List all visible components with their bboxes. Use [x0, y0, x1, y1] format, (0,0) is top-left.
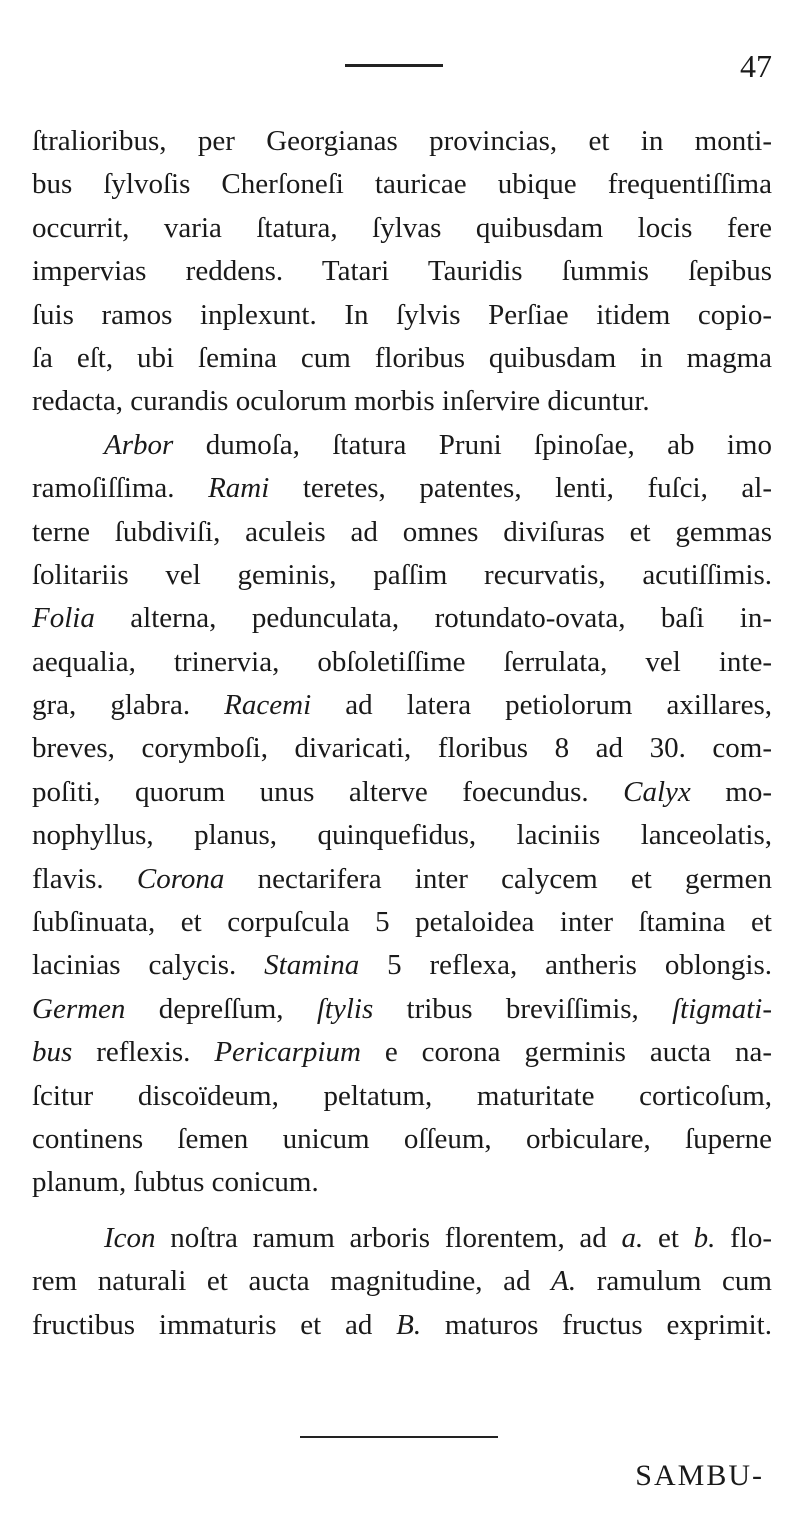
text-line — [32, 424, 772, 467]
figure-ref-a: a. — [621, 1221, 644, 1254]
text-run: ramulum cum — [576, 1265, 772, 1298]
term-stylis: ſtylis — [316, 992, 374, 1025]
paragraph-3 — [32, 1217, 772, 1347]
text-run: rem naturali et aucta magnitudine, ad — [32, 1265, 552, 1298]
text-run: flo- — [715, 1221, 772, 1254]
text-run: maturos fructus exprimit. — [421, 1308, 772, 1341]
term-icon: Icon — [104, 1221, 156, 1254]
text-line — [32, 467, 772, 510]
text-line: ſolitariis vel geminis, paſſim recurvatis, acutiſſimis. — [32, 558, 772, 591]
figure-ref-B: B. — [396, 1308, 422, 1341]
text-line — [32, 1031, 772, 1074]
term-stigmatibus: ſtigmati- — [672, 992, 772, 1025]
text-run: nectarifera inter calycem et germen — [224, 862, 772, 895]
term-germen: Germen — [32, 992, 126, 1025]
text-line: continens ſemen unicum oſſeum, orbiculare, ſuperne — [32, 1122, 772, 1155]
paragraph-1 — [32, 120, 772, 424]
figure-ref-b: b. — [693, 1221, 716, 1254]
text-run: dumoſa, ſtatura Pruni ſpinoſae, ab imo — [173, 428, 772, 461]
term-rami: Rami — [208, 472, 270, 505]
text-line: occurrit, varia ſtatura, ſylvas quibusdam locis fere — [32, 211, 772, 244]
term-folia: Folia — [32, 602, 95, 635]
body-text — [32, 120, 772, 1347]
text-line — [32, 684, 772, 727]
term-corona: Corona — [136, 862, 225, 895]
text-line — [32, 1260, 772, 1303]
text-line: aequalia, trinervia, obſoletiſſime ſerrulata, vel inte- — [32, 645, 772, 678]
text-line: ſubſinuata, et corpuſcula 5 petaloidea inter ſtamina et — [32, 906, 772, 939]
term-arbor: Arbor — [104, 428, 174, 461]
term-stamina: Stamina — [264, 949, 360, 982]
text-run: e corona germinis aucta na- — [360, 1036, 772, 1069]
text-run: depreſſum, — [125, 992, 317, 1025]
text-line — [32, 597, 772, 640]
term-stigmatibus-end: bus — [32, 1036, 73, 1069]
text-line: nophyllus, planus, quinquefidus, laciniis lanceolatis, — [32, 819, 772, 852]
term-calyx: Calyx — [623, 775, 691, 808]
paragraph-gap — [32, 1205, 772, 1217]
page-number: 47 — [740, 48, 772, 84]
text-line: breves, corymboſi, divaricati, floribus 8 ad 30. com- — [32, 732, 772, 765]
text-line: terne ſubdiviſi, aculeis ad omnes diviſuras et gemmas — [32, 515, 772, 548]
text-run: reflexis. — [72, 1036, 215, 1069]
text-run: tribus breviſſimis, — [373, 992, 673, 1025]
text-line: impervias reddens. Tatari Tauridis ſummis ſepibus — [32, 255, 772, 288]
term-racemi: Racemi — [224, 689, 312, 722]
text-line — [32, 944, 772, 987]
text-line: ſuis ramos inplexunt. In ſylvis Perſiae itidem copio- — [32, 298, 772, 331]
text-line: redacta, curandis oculorum morbis inſervire dicuntur. — [32, 385, 650, 418]
text-run: ad latera petiolorum axillares, — [311, 689, 772, 722]
header-rule — [345, 64, 443, 67]
text-line: ſtralioribus, per Georgianas provincias, et in monti- — [32, 125, 772, 157]
text-run: fructibus immaturis et ad — [32, 1308, 397, 1341]
text-line — [32, 1304, 772, 1347]
text-run: flavis. — [32, 862, 137, 895]
paragraph-2 — [32, 424, 772, 1205]
text-line: ſa eſt, ubi ſemina cum floribus quibusdam in magma — [32, 341, 772, 374]
text-run: et — [643, 1221, 694, 1254]
text-line: bus ſylvoſis Cherſoneſi tauricae ubique frequentiſſima — [32, 168, 772, 201]
text-line: planum, ſubtus conicum. — [32, 1166, 319, 1199]
text-run: lacinias calycis. — [32, 949, 265, 982]
text-line — [32, 858, 772, 901]
text-line — [32, 771, 772, 814]
text-line — [32, 988, 772, 1031]
catchword: SAMBU- — [635, 1459, 764, 1492]
text-line — [32, 1217, 772, 1260]
figure-ref-A: A. — [551, 1265, 577, 1298]
text-run: ramoſiſſima. — [32, 472, 209, 505]
text-run: alterna, pedunculata, rotundato-ovata, baſi in- — [94, 602, 772, 635]
text-run: poſiti, quorum unus alterve foecundus. — [32, 775, 624, 808]
text-line: ſcitur discoïdeum, peltatum, maturitate corticoſum, — [32, 1079, 772, 1112]
term-pericarpium: Pericarpium — [214, 1036, 361, 1069]
text-run: gra, glabra. — [32, 689, 225, 722]
text-run: teretes, patentes, lenti, fuſci, al- — [269, 472, 772, 505]
text-run: mo- — [690, 775, 772, 808]
footer-rule — [300, 1436, 498, 1438]
text-run: 5 reflexa, antheris oblongis. — [359, 949, 772, 982]
text-run: noſtra ramum arboris florentem, ad — [155, 1221, 622, 1254]
